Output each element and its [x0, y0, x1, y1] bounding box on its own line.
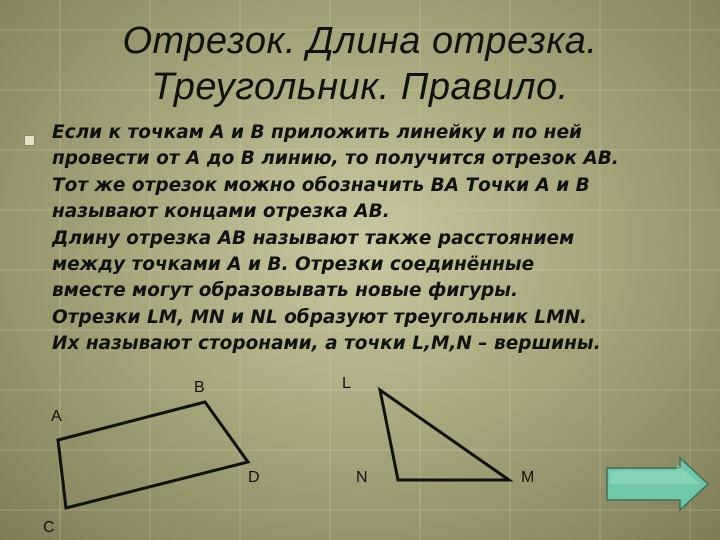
rule-line: Их называют сторонами, а точки L,M,N – вершины. [52, 333, 601, 355]
title-line: Отрезок. Длина отрезка. [122, 20, 598, 62]
rule-line: между точками А и В. Отрезки соединённые [52, 254, 535, 276]
rule-line: Длину отрезка АВ называют также расстоянием [52, 227, 575, 249]
point-label-a: A [51, 408, 62, 425]
rule-line: провести от А до В линию, то получится отрезок АВ. [52, 148, 619, 170]
rule-line: Если к точкам А и В приложить линейку и по ней [52, 122, 582, 143]
point-label-d: D [248, 469, 260, 486]
rule-line: вместе могут образовывать новые фигуры. [52, 280, 519, 302]
title-line: Треугольник. Правило. [151, 66, 569, 108]
quadrilateral-abdc [58, 402, 248, 508]
point-label-b: B [194, 379, 205, 396]
next-slide-button[interactable] [607, 458, 708, 510]
triangle-lmn [380, 390, 509, 480]
rule-line: Тот же отрезок можно обозначить ВА Точки А и В [52, 174, 590, 196]
point-label-m: M [521, 469, 535, 486]
point-label-c: C [43, 519, 55, 536]
point-label-n: N [356, 469, 368, 486]
rule-line: называют концами отрезка АВ. [52, 201, 390, 223]
point-label-l: L [342, 375, 351, 392]
rule-line: Отрезки LM, MN и NL образуют треугольник LMN. [52, 306, 588, 328]
